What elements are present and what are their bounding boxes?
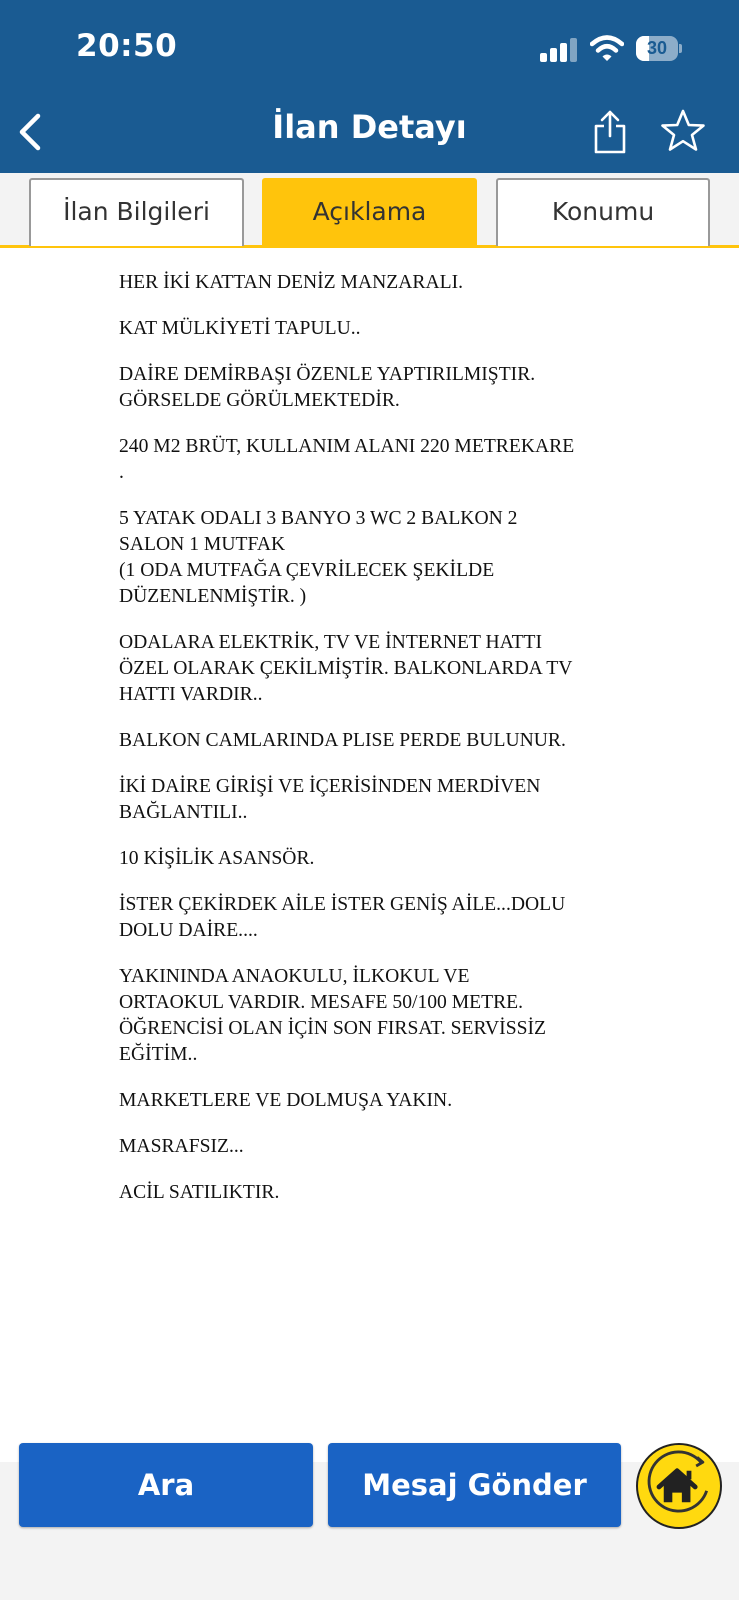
signal-bar <box>550 48 557 62</box>
battery-level: 30 <box>646 38 668 58</box>
signal-bar <box>570 38 577 62</box>
description-paragraph: İSTER ÇEKİRDEK AİLE İSTER GENİŞ AİLE...DOLU DOLU DAİRE.... <box>119 894 566 941</box>
battery-tip <box>679 44 682 53</box>
description-paragraph: KAT MÜLKİYETİ TAPULU.. <box>119 318 361 339</box>
call-button[interactable]: Ara <box>19 1443 313 1527</box>
description-paragraph: 240 M2 BRÜT, KULLANIM ALANI 220 METREKARE . <box>119 436 575 483</box>
page-title: İlan Detayı <box>272 108 467 146</box>
battery-icon <box>636 36 682 61</box>
share-button[interactable] <box>590 108 630 156</box>
signal-bar <box>560 43 567 62</box>
description-text <box>119 270 599 1226</box>
tab-bar <box>0 173 739 248</box>
home-button[interactable] <box>636 1443 722 1529</box>
signal-bar <box>540 53 547 62</box>
status-time: 20:50 <box>76 28 178 64</box>
description-paragraph: İKİ DAİRE GİRİŞİ VE İÇERİSİNDEN MERDİVEN BAĞLANTILI.. <box>119 776 541 823</box>
tab-ilan-bilgileri[interactable]: İlan Bilgileri <box>29 178 244 246</box>
description-paragraph: MARKETLERE VE DOLMUŞA YAKIN. <box>119 1090 453 1111</box>
home-icon <box>638 1445 720 1527</box>
description-paragraph: YAKININDA ANAOKULU, İLKOKUL VE ORTAOKUL VARDIR. MESAFE 50/100 METRE. ÖĞRENCİSİ OLAN İÇİN SON FIRSAT. SERVİSSİZ EĞİTİM.. <box>119 966 546 1065</box>
description-paragraph: 5 YATAK ODALI 3 BANYO 3 WC 2 BALKON 2 SALON 1 MUTFAK (1 ODA MUTFAĞA ÇEVRİLECEK ŞEKİLDE DÜZENLENMİŞTİR. ) <box>119 508 518 607</box>
favorite-star-button[interactable] <box>660 108 706 154</box>
wifi-icon <box>590 33 624 63</box>
description-paragraph: DAİRE DEMİRBAŞI ÖZENLE YAPTIRILMIŞTIR. GÖRSELDE GÖRÜLMEKTEDİR. <box>119 364 536 411</box>
send-message-button[interactable]: Mesaj Gönder <box>328 1443 621 1527</box>
description-paragraph: ACİL SATILIKTIR. <box>119 1182 280 1203</box>
description-paragraph: ODALARA ELEKTRİK, TV VE İNTERNET HATTI ÖZEL OLARAK ÇEKİLMİŞTİR. BALKONLARDA TV HATTI VARDIR.. <box>119 632 573 705</box>
description-paragraph: HER İKİ KATTAN DENİZ MANZARALI. <box>119 272 463 293</box>
description-paragraph: BALKON CAMLARINDA PLISE PERDE BULUNUR. <box>119 730 566 751</box>
tab-konumu[interactable]: Konumu <box>496 178 710 246</box>
description-paragraph: MASRAFSIZ... <box>119 1136 244 1157</box>
description-paragraph: 10 KİŞİLİK ASANSÖR. <box>119 848 315 869</box>
cellular-signal-icon <box>540 36 580 62</box>
tab-aciklama[interactable]: Açıklama <box>262 178 477 246</box>
